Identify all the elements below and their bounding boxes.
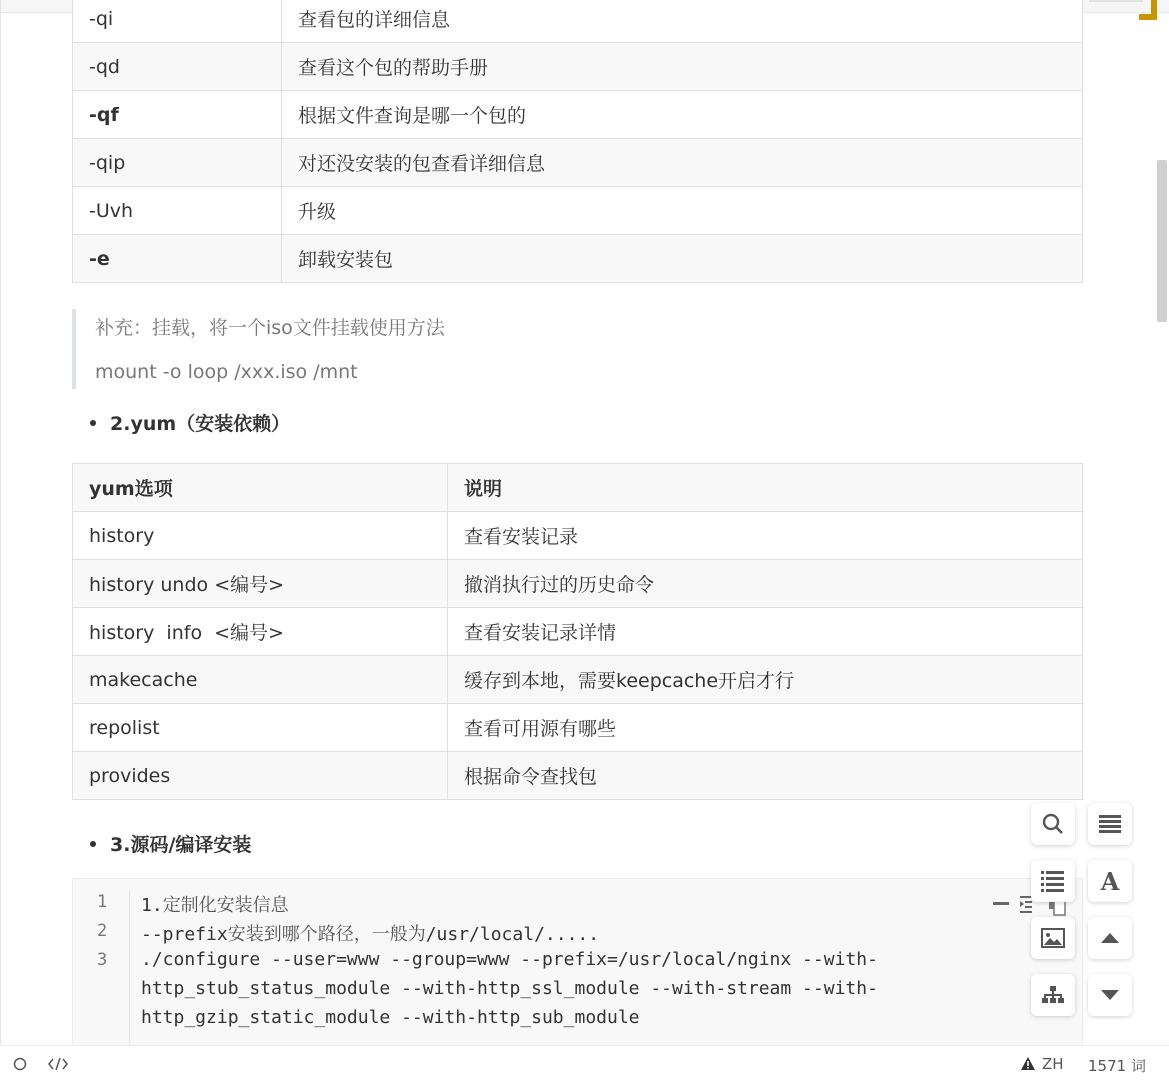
option-cell: -e	[73, 235, 282, 283]
table-row	[73, 560, 1083, 608]
table-row	[73, 752, 1083, 800]
image-button[interactable]	[1031, 917, 1075, 959]
code-icon[interactable]	[48, 1057, 68, 1071]
code-line-3b: http_stub_status_module --with-http_ssl_module --with-stream --with-	[141, 978, 878, 999]
description-cell: 查看安装记录详情	[448, 608, 1083, 656]
blockquote	[72, 309, 1087, 389]
scroll-up-icon	[1100, 932, 1120, 944]
description-cell: 对还没安装的包查看详细信息	[282, 139, 1083, 187]
bullet-yum	[90, 409, 290, 436]
option-cell: -qd	[73, 43, 282, 91]
table-row	[73, 0, 1083, 43]
description-cell: 根据文件查询是哪一个包的	[282, 91, 1083, 139]
warning-icon[interactable]	[1021, 1057, 1035, 1070]
image-icon	[1041, 928, 1065, 948]
table-row	[73, 139, 1083, 187]
line-number: 3	[97, 950, 108, 970]
code-block[interactable]	[72, 878, 1083, 1048]
description-cell: 缓存到本地，需要keepcache开启才行	[448, 656, 1083, 704]
language-indicator[interactable]: ZH	[1042, 1055, 1064, 1073]
option-cell: -qf	[73, 91, 282, 139]
table-row	[73, 43, 1083, 91]
tree-button[interactable]	[1031, 974, 1075, 1016]
description-cell: 查看包的详细信息	[282, 0, 1083, 43]
top-bar-button[interactable]	[1089, 0, 1143, 2]
description-cell: 查看这个包的帮助手册	[282, 43, 1083, 91]
circle-icon[interactable]	[13, 1057, 27, 1071]
table-row	[73, 91, 1083, 139]
option-cell: history	[73, 512, 448, 560]
description-cell: 卸载安装包	[282, 235, 1083, 283]
code-line-3a: ./configure --user=www --group=www --prefix=/usr/local/nginx --with-	[141, 949, 878, 970]
option-cell: makecache	[73, 656, 448, 704]
outline-icon	[1099, 814, 1121, 834]
search-icon	[1042, 813, 1064, 835]
description-cell: 查看安装记录	[448, 512, 1083, 560]
scroll-up-button[interactable]	[1088, 917, 1132, 959]
font-button[interactable]	[1088, 860, 1132, 902]
description-cell: 升级	[282, 187, 1083, 235]
option-cell: history info <编号>	[73, 608, 448, 656]
code-text: --prefix	[141, 924, 228, 945]
line-number: 1	[97, 892, 108, 912]
quote-line-1: 补充：挂载，将一个iso文件挂载使用方法	[95, 317, 445, 339]
table-row	[73, 656, 1083, 704]
line-number: 2	[97, 921, 108, 941]
bullet-source	[90, 830, 251, 857]
code-comment: 定制化安装信息	[162, 895, 289, 916]
left-edge-divider	[0, 0, 1, 1045]
option-cell: history undo <编号>	[73, 560, 448, 608]
list-icon	[1041, 870, 1065, 892]
code-line-1	[141, 891, 289, 917]
table-row	[73, 512, 1083, 560]
vertical-scrollbar[interactable]	[1157, 160, 1167, 322]
outline-button[interactable]	[1088, 803, 1132, 845]
table-header: 说明	[448, 464, 1083, 512]
status-bar	[0, 1045, 1169, 1081]
list-button[interactable]	[1031, 860, 1075, 902]
table-row	[73, 187, 1083, 235]
option-cell: -Uvh	[73, 187, 282, 235]
code-line-3c: http_gzip_static_module --with-http_sub_module	[141, 1007, 640, 1028]
option-cell: -qip	[73, 139, 282, 187]
table-row	[73, 235, 1083, 283]
description-cell: 查看可用源有哪些	[448, 704, 1083, 752]
tree-icon	[1041, 985, 1065, 1005]
table-row	[73, 704, 1083, 752]
search-button[interactable]	[1031, 803, 1075, 845]
scroll-down-icon	[1100, 989, 1120, 1001]
bookmark-corner-icon-part	[1139, 14, 1157, 20]
option-cell: -qi	[73, 0, 282, 43]
bullet-dot	[90, 841, 96, 847]
description-cell: 根据命令查找包	[448, 752, 1083, 800]
table-header: yum选项	[73, 464, 448, 512]
option-cell: provides	[73, 752, 448, 800]
option-cell: repolist	[73, 704, 448, 752]
scroll-down-button[interactable]	[1088, 974, 1132, 1016]
table-row	[73, 608, 1083, 656]
section-title-source: 3.源码/编译安装	[110, 834, 252, 856]
code-comment: 安装到哪个路径，一般为	[227, 924, 426, 945]
section-title-yum: 2.yum（安装依赖）	[110, 413, 291, 435]
indent-icon	[1020, 896, 1032, 913]
code-text: /usr/local/.....	[425, 924, 600, 945]
description-cell: 撤消执行过的历史命令	[448, 560, 1083, 608]
code-text: 1.	[141, 895, 163, 916]
bullet-dot	[90, 420, 96, 426]
code-line-2	[141, 920, 599, 946]
rpm-options-table	[72, 0, 1083, 283]
quote-line-2: mount -o loop /xxx.iso /mnt	[95, 361, 358, 383]
yum-options-table	[72, 463, 1083, 800]
word-count[interactable]: 1571 词	[1088, 1057, 1146, 1075]
font-icon: A	[1100, 866, 1120, 896]
